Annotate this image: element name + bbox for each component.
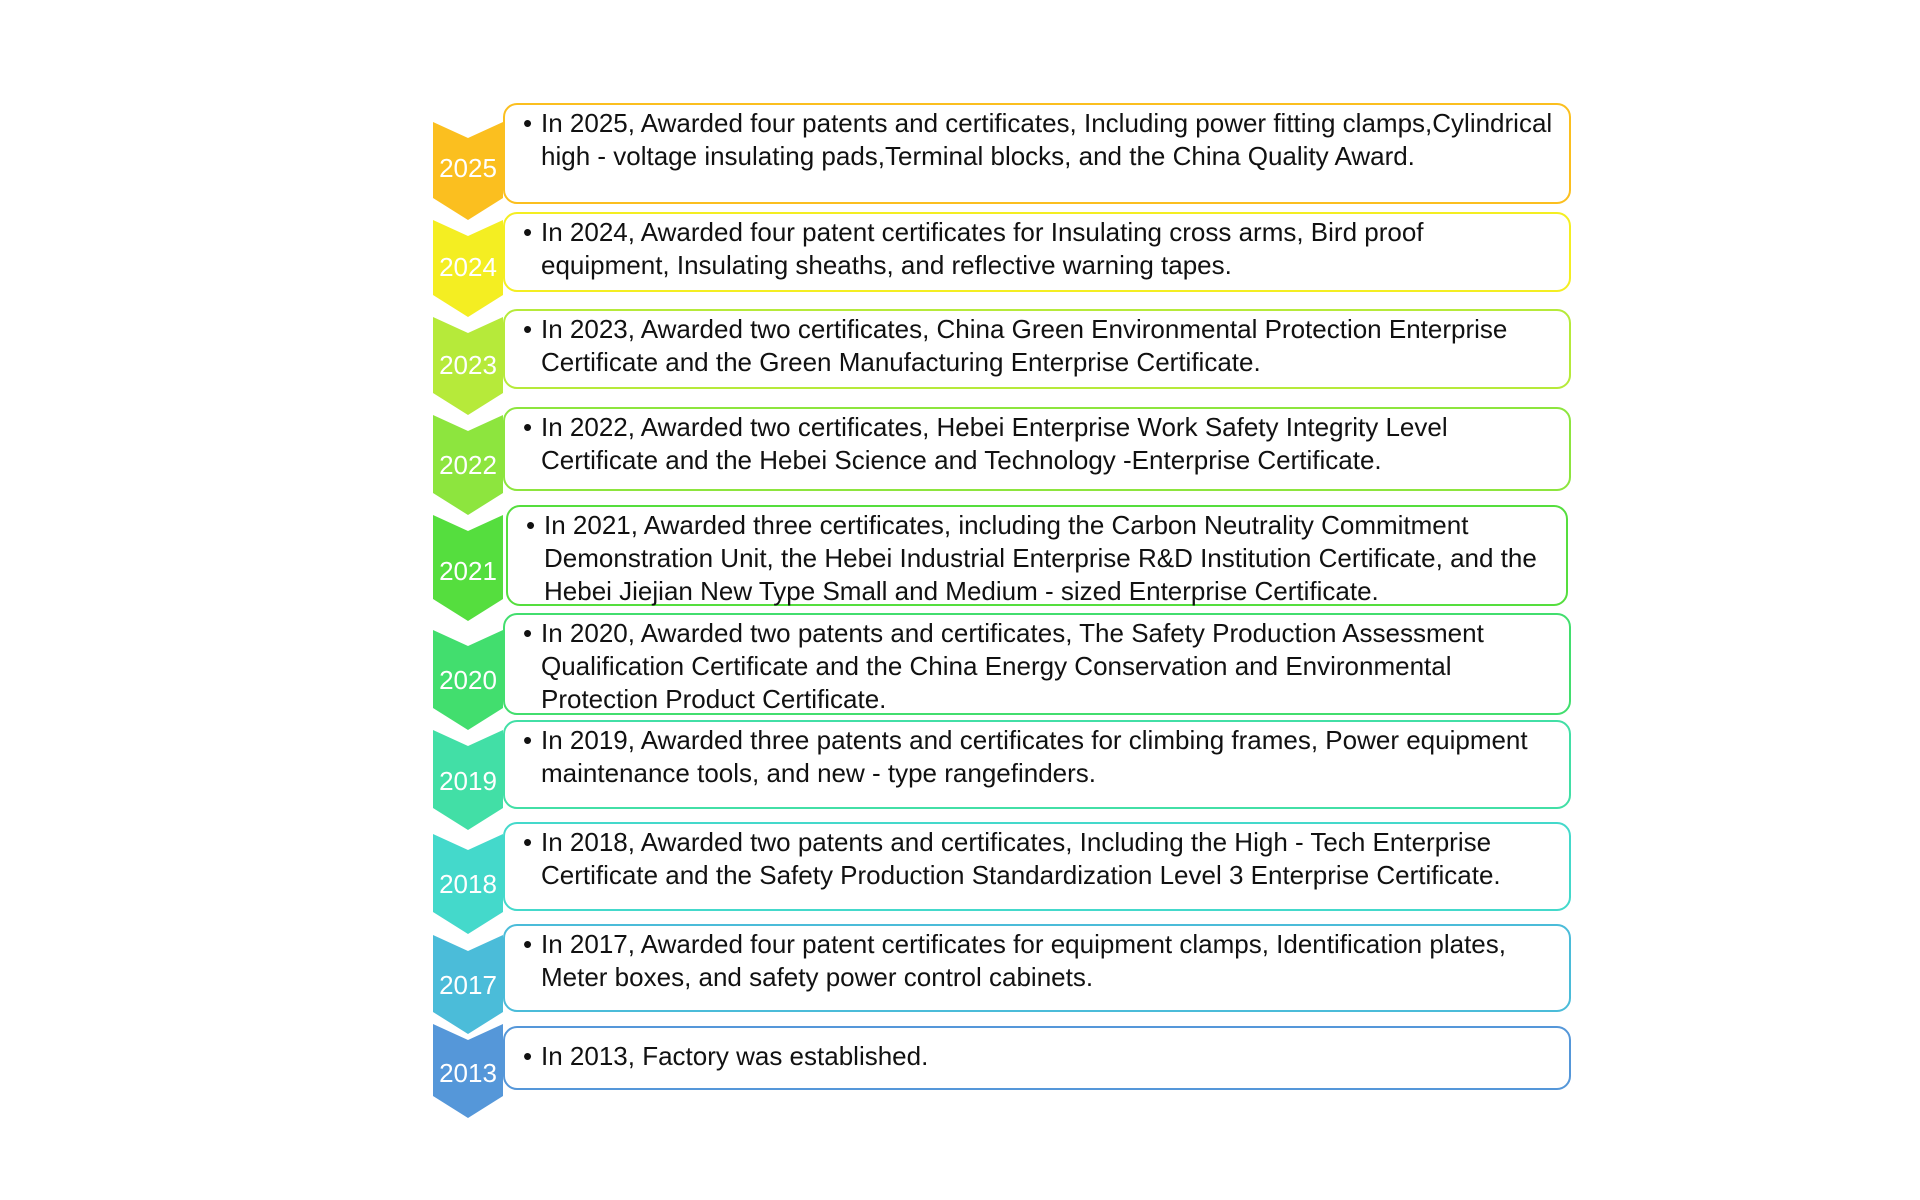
milestone-description: In 2018, Awarded two patents and certificates, Including the High - Tech Enterprise Certificate and the Safety Production Standardization Level 3 Enterprise Certificate.	[541, 827, 1501, 890]
milestone-card	[503, 309, 1571, 389]
milestone-description: In 2023, Awarded two certificates, China Green Environmental Protection Enterprise Certificate and the Green Manufacturing Enterprise Certificate.	[541, 314, 1508, 377]
year-label: 2018	[439, 869, 497, 899]
year-label: 2020	[439, 665, 497, 695]
bullet-marker: •	[523, 108, 533, 138]
milestone-card	[503, 103, 1571, 204]
bullet-marker: •	[523, 725, 533, 755]
year-label: 2023	[439, 350, 497, 380]
year-label: 2025	[439, 153, 497, 183]
milestone-card	[503, 822, 1571, 911]
milestone-card	[503, 212, 1571, 292]
bullet-marker: •	[523, 618, 533, 648]
milestone-description: In 2025, Awarded four patents and certificates, Including power fitting clamps,Cylindrical high - voltage insulating pads,Terminal blocks, and the China Quality Award.	[541, 108, 1553, 171]
bullet-marker: •	[523, 314, 533, 344]
milestone-description: In 2019, Awarded three patents and certificates for climbing frames, Power equipment maintenance tools, and new - type rangefinders.	[541, 725, 1528, 788]
bullet-marker: •	[523, 827, 533, 857]
milestone-card	[503, 720, 1571, 809]
year-label: 2017	[439, 970, 497, 1000]
milestone-card	[503, 924, 1571, 1012]
milestone-card	[506, 505, 1568, 606]
milestone-description: In 2020, Awarded two patents and certificates, The Safety Production Assessment Qualification Certificate and the China Energy Conservation and Environmental Protection Product Certificate.	[541, 618, 1484, 714]
bullet-marker: •	[523, 1041, 533, 1071]
year-label: 2019	[439, 766, 497, 796]
milestone-description: In 2024, Awarded four patent certificates for Insulating cross arms, Bird proof equipment, Insulating sheaths, and reflective warning tapes.	[541, 217, 1424, 280]
milestone-description: In 2021, Awarded three certificates, including the Carbon Neutrality Commitment Demonstration Unit, the Hebei Industrial Enterprise R&D Institution Certificate, and the Hebei Jiejian New Type Small and Medium - sized Enterprise Certificate.	[544, 510, 1537, 606]
bullet-marker: •	[526, 510, 536, 540]
year-label: 2021	[439, 556, 497, 586]
milestone-description: In 2017, Awarded four patent certificates for equipment clamps, Identification plates, Meter boxes, and safety power control cabinets.	[541, 929, 1506, 992]
milestone-description: In 2013, Factory was established.	[541, 1041, 929, 1071]
milestone-card	[503, 407, 1571, 491]
milestone-description: In 2022, Awarded two certificates, Hebei Enterprise Work Safety Integrity Level Certificate and the Hebei Science and Technology -Enterprise Certificate.	[541, 412, 1448, 475]
milestone-card	[503, 613, 1571, 715]
year-label: 2024	[439, 252, 497, 282]
bullet-marker: •	[523, 412, 533, 442]
bullet-marker: •	[523, 217, 533, 247]
milestone-card	[503, 1026, 1571, 1090]
year-label: 2013	[439, 1058, 497, 1088]
year-label: 2022	[439, 450, 497, 480]
bullet-marker: •	[523, 929, 533, 959]
